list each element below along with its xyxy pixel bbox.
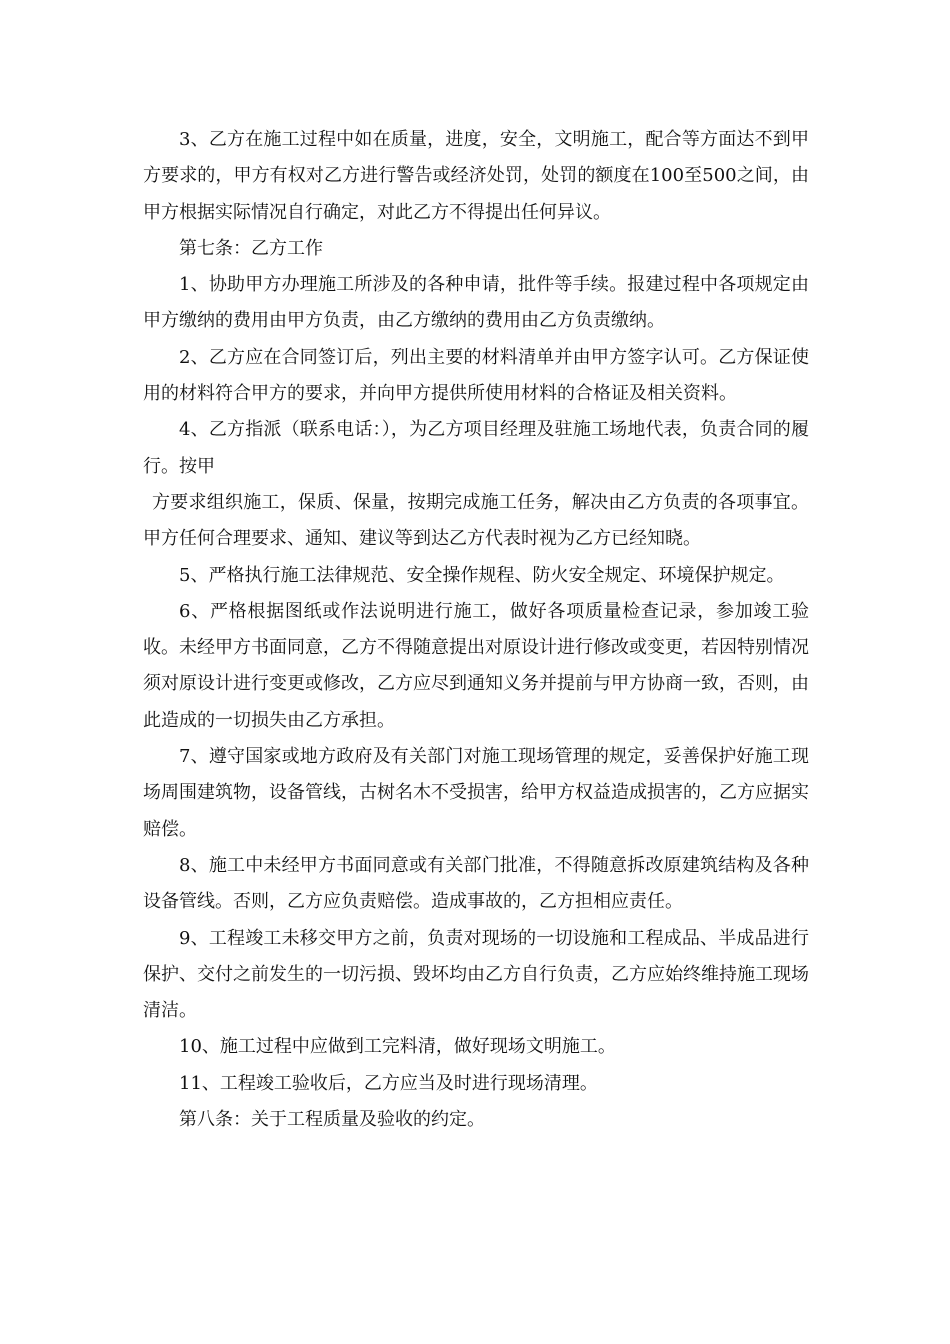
paragraph-clause-7-6: 6、严格根据图纸或作法说明进行施工，做好各项质量检查记录，参加竣工验收。未经甲方书面同意，乙方不得随意提出对原设计进行修改或变更，若因特别情况须对原设计进行变更或修改，乙方应尽到通知义务并提前与甲方协商一致，否则，由此造成的一切损失由乙方承担。 [143,600,809,731]
section-heading-article-8: 第八条：关于工程质量及验收的约定。 [179,1109,485,1131]
paragraph-clause-7-4: 4、乙方指派（联系电话：），为乙方项目经理及驻施工场地代表，负责合同的履行。按甲 [143,419,809,477]
paragraph-clause-7-5: 5、严格执行施工法律规范、安全操作规程、防火安全规定、环境保护规定。 [179,564,785,586]
paragraph-clause-6-3: 3、乙方在施工过程中如在质量，进度，安全，文明施工，配合等方面达不到甲方要求的，甲方有权对乙方进行警告或经济处罚，处罚的额度在100至500之间，由甲方根据实际情况自行确定，对此乙方不得提出任何异议。 [143,129,809,223]
paragraph-clause-7-4-continued: 方要求组织施工，保质、保量，按期完成施工任务，解决由乙方负责的各项事宜。甲方任何合理要求、通知、建议等到达乙方代表时视为乙方已经知晓。 [143,491,809,550]
paragraph-clause-7-10: 10、施工过程中应做到工完料清，做好现场文明施工。 [179,1036,616,1058]
document-body [143,122,809,1138]
paragraph-clause-7-2: 2、乙方应在合同签订后，列出主要的材料清单并由甲方签字认可。乙方保证使用的材料符合甲方的要求，并向甲方提供所使用材料的合格证及相关资料。 [143,346,809,405]
paragraph-clause-7-11: 11、工程竣工验收后，乙方应当及时进行现场清理。 [179,1072,598,1094]
paragraph-clause-7-1: 1、协助甲方办理施工所涉及的各种申请，批件等手续。报建过程中各项规定由甲方缴纳的费用由甲方负责，由乙方缴纳的费用由乙方负责缴纳。 [143,274,809,332]
paragraph-clause-7-7: 7、遵守国家或地方政府及有关部门对施工现场管理的规定，妥善保护好施工现场周围建筑物，设备管线，古树名木不受损害，给甲方权益造成损害的，乙方应据实赔偿。 [143,746,809,840]
paragraph-clause-7-9: 9、工程竣工未移交甲方之前，负责对现场的一切设施和工程成品、半成品进行保护、交付之前发生的一切污损、毁坏均由乙方自行负责，乙方应始终维持施工现场清洁。 [143,927,809,1022]
paragraph-clause-7-8: 8、施工中未经甲方书面同意或有关部门批准，不得随意拆改原建筑结构及各种设备管线。否则，乙方应负责赔偿。造成事故的，乙方担相应责任。 [143,854,809,913]
section-heading-article-7: 第七条：乙方工作 [179,237,323,259]
